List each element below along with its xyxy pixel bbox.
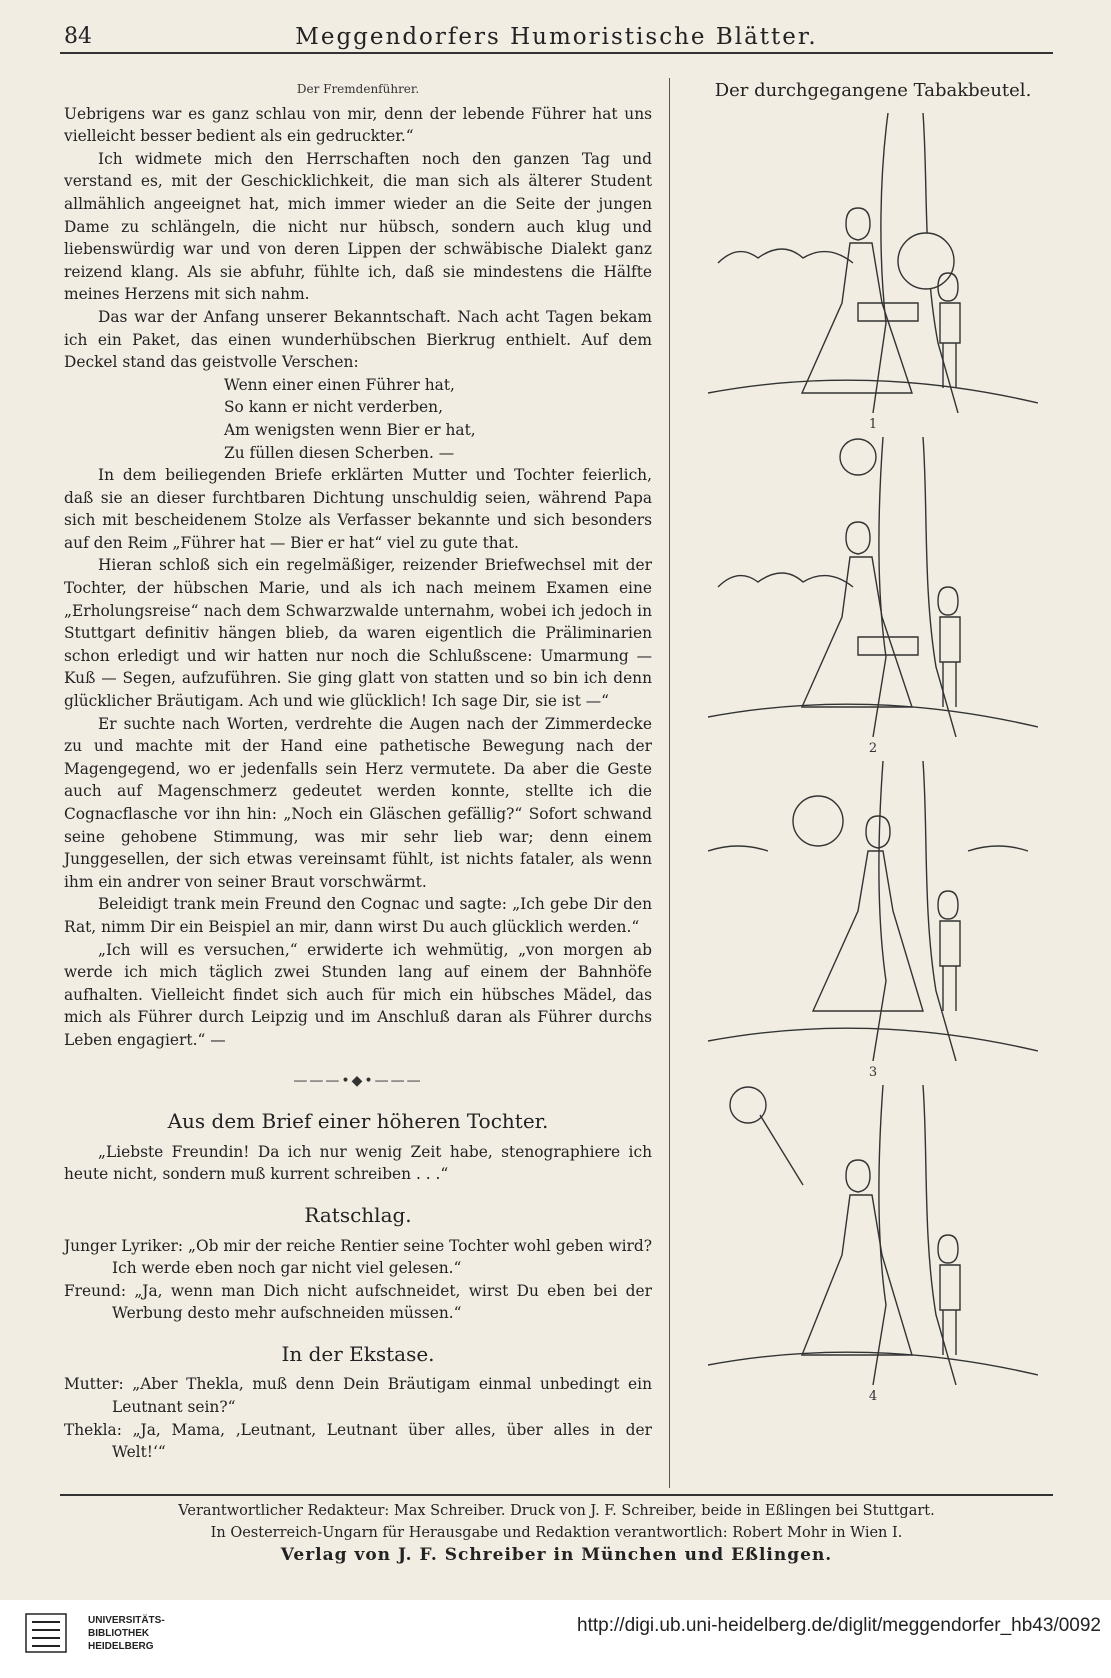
cartoon-illustration xyxy=(708,437,1038,737)
story-running-title: Der Fremdenführer. xyxy=(296,82,420,96)
cartoon-panel-3 xyxy=(708,761,1038,1061)
library-logo[interactable] xyxy=(18,1608,238,1666)
paragraph: Ich widmete mich den Herrschaften noch den ganzen Tag und verstand es, mit der Geschicklichkeit, die man sich als älterer Student allmählich angeeignet hat, mich immer wieder an die Seite der jungen Dame zu schlängeln, die nicht nur hübsch, sondern auch klug und liebenswürdig war und von deren Lippen der schwäbische Dialekt ganz reizend klang. Als sie abfuhr, fühlte ich, daß sie mindestens die Hälfte meines Herzens mit sich nahm. xyxy=(64,149,652,304)
paragraph: In dem beiliegenden Briefe erklärten Mutter und Tochter feierlich, daß sie an dieser furchtbaren Dichtung unschuldig seien, während Papa sich mit bescheidenem Stolze als Verfasser bekannte und sich besonders auf den Reim „Führer hat — Bier er hat“ viel zu gute that. xyxy=(64,466,652,552)
cartoon-illustration xyxy=(708,1085,1038,1385)
paragraph: Er suchte nach Worten, verdrehte die Augen nach der Zimmerdecke zu und machte mit der Hand eine pathetische Bewegung nach der Magengegend, wo er jedenfalls sein Herz vermutete. Da aber die Geste auch auf Magenschmerz gedeutet werden konnte, stellte ich die Cognacflasche vor ihn hin: „Noch ein Gläschen gefällig?“ Sofort schwand seine gehobene Stimmung, was mir sehr lieb war; denn einem Junggesellen, der sich etwas vereinsamt fühlt, ist nichts fataler, als wenn ihm ein andrer von seiner Braut vorschwärmt. xyxy=(64,714,652,891)
magazine-title: Meggendorfers Humoristische Blätter. xyxy=(295,24,818,50)
cartoon-illustration xyxy=(708,761,1038,1061)
dialogue-line: Mutter: „Aber Thekla, muß denn Dein Bräutigam einmal unbedingt ein Leutnant sein?“ xyxy=(64,1375,652,1417)
panel-number: 4 xyxy=(868,1389,878,1404)
section-title: Ratschlag. xyxy=(304,1202,412,1227)
page-footer xyxy=(60,1494,1053,1566)
cartoon-title: Der durchgegangene Tabakbeutel. xyxy=(714,80,1032,101)
section-title: In der Ekstase. xyxy=(281,1341,435,1366)
verse xyxy=(224,374,652,464)
footer-rule xyxy=(60,1494,1053,1496)
column-divider xyxy=(669,78,670,1488)
dialogue-line: Thekla: „Ja, Mama, ‚Leutnant, Leutnant über alles, über alles in der Welt!‘“ xyxy=(64,1420,652,1462)
footer-line: Verantwortlicher Redakteur: Max Schreiber. Druck von J. F. Schreiber, beide in Eßlingen bei Stuttgart. xyxy=(178,1503,935,1519)
ornament-separator: ———•◆•——— xyxy=(293,1072,423,1089)
paragraph: „Liebste Freundin! Da ich nur wenig Zeit habe, stenographiere ich heute nicht, sondern muß kurrent schreiben . . .“ xyxy=(64,1142,652,1184)
paragraph: Uebrigens war es ganz schlau von mir, denn der lebende Führer hat uns vielleicht besser bedient als ein gedruckter.“ xyxy=(64,104,652,146)
panel-number: 3 xyxy=(868,1065,878,1080)
verse-line: Wenn einer einen Führer hat, xyxy=(224,375,455,394)
verse-line: Am wenigsten wenn Bier er hat, xyxy=(224,420,476,439)
section-title: Aus dem Brief einer höheren Tochter. xyxy=(167,1109,549,1134)
right-column xyxy=(683,78,1063,1409)
library-emblem-icon xyxy=(18,1608,78,1658)
library-name: UNIVERSITÄTS- BIBLIOTHEK HEIDELBERG xyxy=(88,1615,165,1652)
paragraph: Das war der Anfang unserer Bekanntschaft. Nach acht Tagen bekam ich ein Paket, das einen wunderhübschen Bierkrug enthielt. Auf dem Deckel stand das geistvolle Verschen: xyxy=(64,307,652,372)
panel-number: 2 xyxy=(868,741,878,756)
panel-number: 1 xyxy=(868,417,878,432)
verse-line: So kann er nicht verderben, xyxy=(224,398,443,417)
paragraph: Hieran schloß sich ein regelmäßiger, reizender Briefwechsel mit der Tochter, der hübschen Marie, und als ich nach meinem Examen eine „Erholungsreise“ nach dem Schwarzwalde unternahm, wobei ich jedoch in Stuttgart definitiv hängen blieb, da waren eigentlich die Präliminarien schon erledigt und wir hatten nur noch die Schlußscene: Umarmung — Kuß — Segen, aufzuführen. Sie ging glatt von statten und so bin ich denn glücklicher Bräutigam. Ach und wie glücklich! Ich sage Dir, sie ist —“ xyxy=(64,556,652,711)
cartoon-panel-1 xyxy=(708,113,1038,413)
paragraph: „Ich will es versuchen,“ erwiderte ich wehmütig, „von morgen ab werde ich mich täglich zwei Stunden lang auf einem der Bahnhöfe aufhalten. Vielleicht findet sich auch für mich ein hübsches Mädel, das mich als Führer durch Leipzig und im Anschluß daran als Führer durchs Leben engagiert.“ — xyxy=(64,940,652,1049)
cartoon-illustration xyxy=(708,113,1038,413)
page-number: 84 xyxy=(64,24,92,49)
source-url-link[interactable]: http://digi.ub.uni-heidelberg.de/diglit/meggendorfer_hb43/0092 xyxy=(577,1615,1101,1636)
dialogue-line: Junger Lyriker: „Ob mir der reiche Rentier seine Tochter wohl geben wird? Ich werde eben noch gar nicht viel gelesen.“ xyxy=(64,1236,652,1278)
header-rule xyxy=(60,52,1053,54)
paragraph: Beleidigt trank mein Freund den Cognac und sagte: „Ich gebe Dir den Rat, nimm Dir ein Beispiel an mir, dann wirst Du auch glücklich werden.“ xyxy=(64,895,652,936)
page-header xyxy=(60,22,1053,54)
cartoon-panel-2 xyxy=(708,437,1038,737)
cartoon-panel-4 xyxy=(708,1085,1038,1385)
publisher-line: Verlag von J. F. Schreiber in München und Eßlingen. xyxy=(280,1545,833,1565)
left-column xyxy=(64,78,652,1464)
verse-line: Zu füllen diesen Scherben. — xyxy=(224,443,455,462)
footer-line: In Oesterreich-Ungarn für Herausgabe und Redaktion verantwortlich: Robert Mohr in Wien I. xyxy=(210,1525,903,1541)
dialogue-line: Freund: „Ja, wenn man Dich nicht aufschneidet, wirst Du eben bei der Werbung desto mehr aufschneiden müssen.“ xyxy=(64,1281,652,1323)
